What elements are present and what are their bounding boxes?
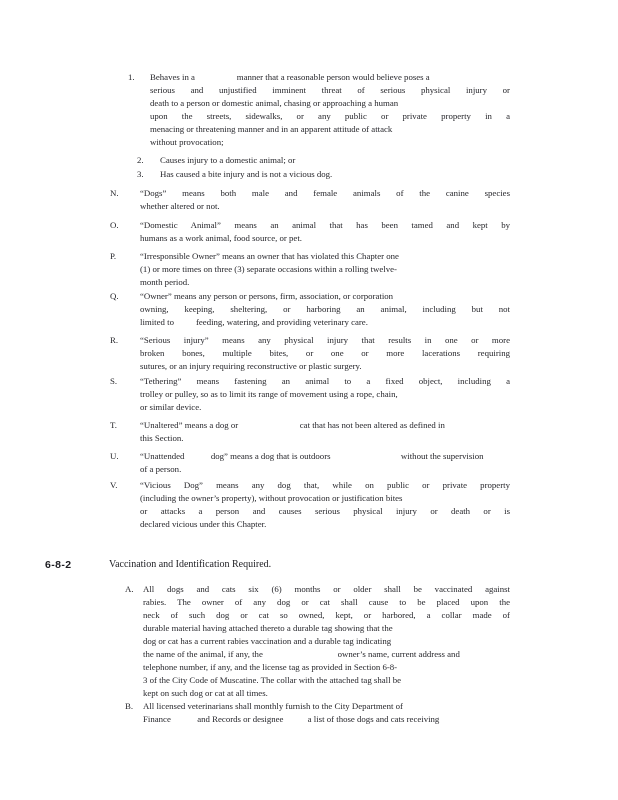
- section-number: 6-8-2: [45, 559, 72, 571]
- text-line: trolley or pulley, so as to limit its range of movement using a rope, chain,: [140, 389, 398, 399]
- text-line: serious and unjustified imminent threat of serious physical injury or: [150, 85, 510, 95]
- text-line: this Section.: [140, 433, 184, 443]
- definition-text: [140, 290, 510, 329]
- definition-text: [140, 375, 510, 414]
- text-line: durable material having attached thereto a durable tag showing that the: [143, 623, 393, 633]
- text-line: telephone number, if any, and the license tag as provided in Section 6-8-: [143, 662, 398, 672]
- list-marker: 3.: [137, 169, 144, 179]
- text-line: broken bones, multiple bites, or one or more lacerations requiring: [140, 348, 510, 358]
- text-line: All dogs and cats six (6) months or older shall be vaccinated against: [143, 584, 510, 594]
- list-marker: Q.: [110, 291, 119, 301]
- text-line: (1) or more times on three (3) separate occasions within a rolling twelve-: [140, 264, 397, 274]
- list-marker: P.: [110, 251, 117, 261]
- definition-text: [140, 479, 510, 531]
- text-line: kept on such dog or cat at all times.: [143, 688, 268, 698]
- text-line: sutures, or an injury requiring reconstructive or plastic surgery.: [140, 361, 362, 371]
- text-line: Behaves in a manner that a reasonable person would believe poses a: [150, 72, 430, 82]
- text-line: “Unattended dog” means a dog that is outdoors without the supervision: [140, 451, 484, 461]
- list-marker: V.: [110, 480, 118, 490]
- text-line: Finance and Records or designee a list of those dogs and cats receiving: [143, 714, 440, 724]
- text-line: humans as a work animal, food source, or pet.: [140, 233, 302, 243]
- definition-text: [140, 450, 510, 476]
- list-marker: B.: [125, 701, 134, 711]
- text-line: or attacks a person and causes serious physical injury or death or is: [140, 506, 510, 516]
- text-line: whether altered or not.: [140, 201, 220, 211]
- text-line: All licensed veterinarians shall monthly furnish to the City Department of: [143, 701, 403, 711]
- text-line: “Dogs” means both male and female animals of the canine species: [140, 188, 510, 198]
- text-line: the name of the animal, if any, the owner’s name, current address and: [143, 649, 460, 659]
- definition-text: [140, 187, 510, 213]
- text-line: “Tethering” means fastening an animal to a fixed object, including a: [140, 376, 510, 386]
- clause-text: [150, 71, 510, 149]
- text-line: neck of such dog or cat so owned, kept, or harbored, a collar made of: [143, 610, 510, 620]
- list-marker: S.: [110, 376, 118, 386]
- requirement-text: [143, 583, 510, 700]
- text-line: owning, keeping, sheltering, or harboring an animal, including but not: [140, 304, 510, 314]
- definition-text: [140, 250, 510, 289]
- list-marker: O.: [110, 220, 119, 230]
- text-line: “Vicious Dog” means any dog that, while on public or private property: [140, 480, 510, 490]
- list-marker: N.: [110, 188, 119, 198]
- list-marker: T.: [110, 420, 117, 430]
- list-marker: 2.: [137, 155, 144, 165]
- text-line: “Owner” means any person or persons, firm, association, or corporation: [140, 291, 394, 301]
- text-line: upon the streets, sidewalks, or any public or private property in a: [150, 111, 510, 121]
- text-line: “Unaltered” means a dog or cat that has not been altered as defined in: [140, 420, 445, 430]
- list-marker: 1.: [128, 72, 135, 82]
- text-line: “Serious injury” means any physical injury that results in one or more: [140, 335, 510, 345]
- text-line: without provocation;: [150, 137, 224, 147]
- text-line: 3 of the City Code of Muscatine. The collar with the attached tag shall be: [143, 675, 402, 685]
- text-line: month period.: [140, 277, 190, 287]
- text-line: (including the owner’s property), without provocation or justification bites: [140, 493, 403, 503]
- text-line: Has caused a bite injury and is not a vicious dog.: [160, 169, 333, 179]
- text-line: dog or cat has a current rabies vaccination and a durable tag indicating: [143, 636, 392, 646]
- text-line: rabies. The owner of any dog or cat shall cause to be placed upon the: [143, 597, 510, 607]
- text-line: death to a person or domestic animal, chasing or approaching a human: [150, 98, 399, 108]
- requirement-text: [143, 700, 510, 726]
- list-marker: R.: [110, 335, 119, 345]
- list-marker: A.: [125, 584, 134, 594]
- text-line: declared vicious under this Chapter.: [140, 519, 267, 529]
- text-line: or similar device.: [140, 402, 202, 412]
- clause-text: [160, 168, 510, 181]
- text-line: “Irresponsible Owner” means an owner that has violated this Chapter one: [140, 251, 399, 261]
- text-line: Causes injury to a domestic animal; or: [160, 155, 296, 165]
- text-line: “Domestic Animal” means an animal that has been tamed and kept by: [140, 220, 510, 230]
- text-line: limited to feeding, watering, and providing veterinary care.: [140, 317, 368, 327]
- text-line: of a person.: [140, 464, 182, 474]
- clause-text: [160, 154, 510, 167]
- section-title: Vaccination and Identification Required.: [109, 559, 272, 570]
- definition-text: [140, 334, 510, 373]
- definition-text: [140, 219, 510, 245]
- text-line: menacing or threatening manner and in an apparent attitude of attack: [150, 124, 393, 134]
- list-marker: U.: [110, 451, 119, 461]
- definition-text: [140, 419, 510, 445]
